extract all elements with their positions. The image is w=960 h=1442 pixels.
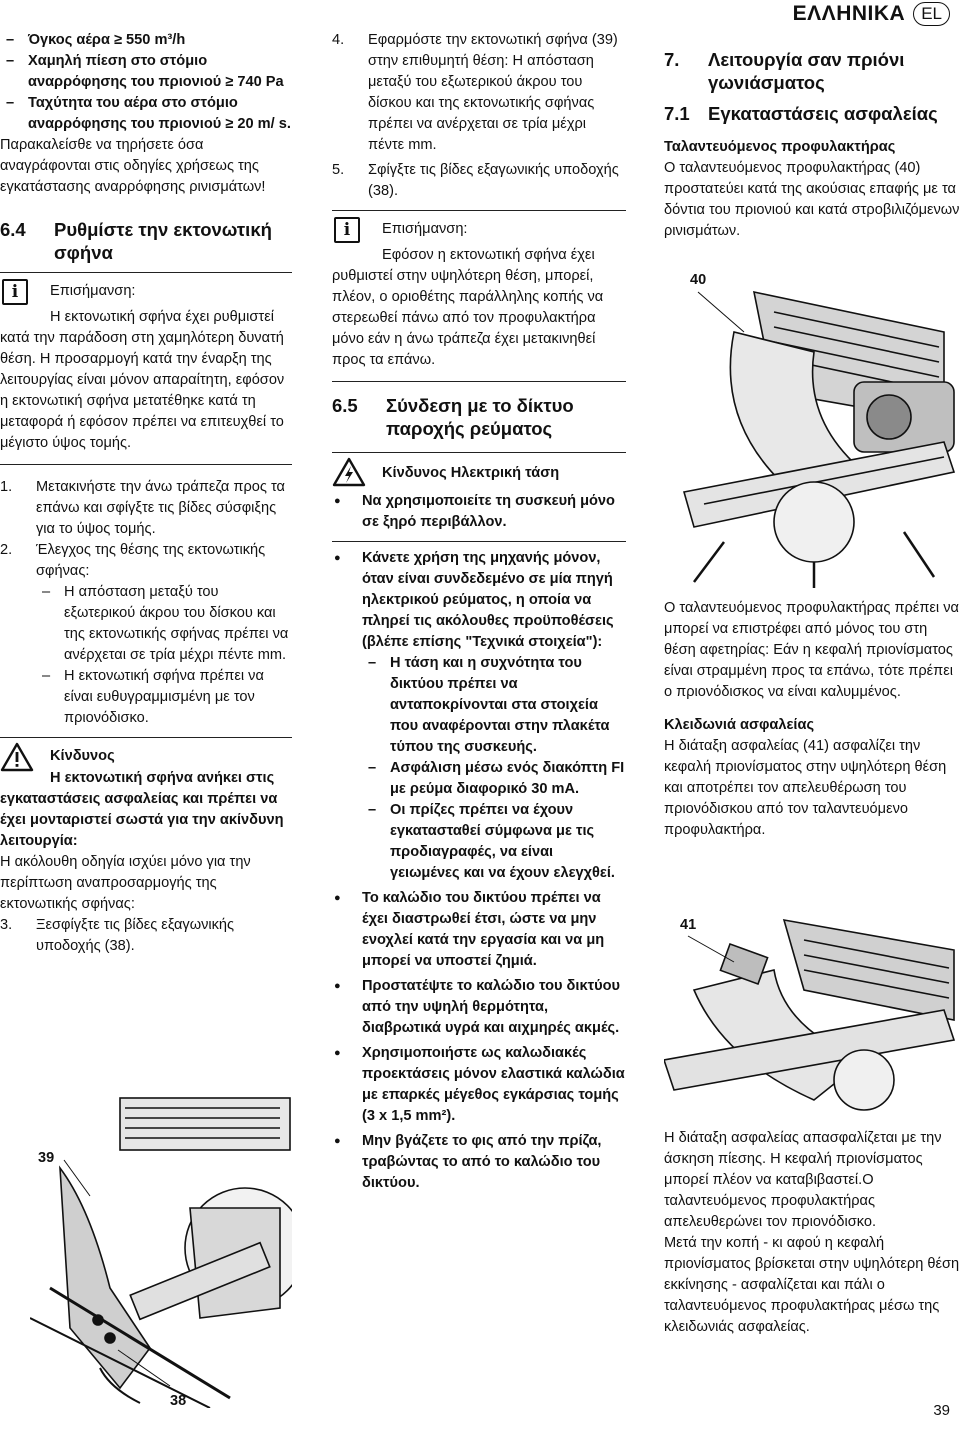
- riving-knife-figure: [30, 1088, 292, 1408]
- step-1: [0, 477, 292, 540]
- note-1-label: Επισήμανση:: [50, 283, 136, 299]
- lock-text-3: Μετά την κοπή - κι αφού η κεφαλή πριονίσματος βρίσκεται στην υψηλότερη θέση εκκίνησης - ασφαλίζεται και πάλι ο ταλαντευόμενος προφυλακτήρας μέσω της κλειδωνιάς ασφαλείας.: [664, 1235, 960, 1335]
- section-7-1-heading: [664, 102, 960, 125]
- step-2-sub-2: – Η εκτονωτική σφήνα πρέπει να είναι ευθυγραμμισμένη με τον πριονόδισκο.: [36, 666, 292, 729]
- step-text: Έλεγχος της θέσης της εκτονωτικής σφήνας:: [36, 542, 266, 579]
- note-2-label: Επισήμανση:: [382, 221, 468, 237]
- column-3: [664, 30, 960, 242]
- section-title: Σύνδεση με το δίκτυο παροχής ρεύματος: [386, 395, 574, 439]
- step-5: [332, 160, 626, 202]
- danger-label: Κίνδυνος: [50, 748, 115, 764]
- lock-text-2: Η διάταξη ασφαλείας απασφαλίζεται με την άσκηση πίεσης. Η κεφαλή πριονίσματος μπορεί πλέον να καταβιβαστεί.Ο ταλαντευόμενος προφυλακτήρας απελευθερώνει τον πριονόδισκο.: [664, 1130, 942, 1230]
- step-2-sub-1: – Η απόσταση μεταξύ του εξωτερικού άκρου του δίσκου και της εκτονωτικής σφήνας πρέπει να ανέρχεται σε τρία μέχρι πέντε mm.: [36, 582, 292, 666]
- guard-text: Ο ταλαντευόμενος προφυλακτήρας (40) προστατεύει κατά της ακούσιας επαφής με τα δόντια του πριονιού και κατά στροβιλιζόμενων ρινισμάτων.: [664, 160, 960, 239]
- step-text: Ξεσφίγξτε τις βίδες εξαγωνικής υποδοχής (38).: [36, 917, 235, 954]
- section-title: Εγκαταστάσεις ασφαλείας: [708, 103, 938, 124]
- voltage-warning-head: [332, 453, 626, 487]
- language-title: ΕΛΛΗΝΙΚΑ: [792, 2, 906, 25]
- section-number: 6.4: [0, 219, 26, 240]
- note-1-text: Η εκτονωτική σφήνα έχει ρυθμιστεί κατά την παράδοση στη χαμηλότερη δυνατή θέση. Η προσαρμογή κατά την έναρξη της λειτουργίας είναι μόνον απαραίτητη, εφόσον η εκτονωτική σφήνα μετατέθηκε κατά τη μεταφορά ή εφόσον πρέπει να επιτευχθεί το μέγιστο ύψος τομής.: [0, 309, 285, 451]
- figure-label-40: 40: [690, 272, 707, 288]
- section-7-heading: [664, 48, 960, 94]
- step-2: [0, 540, 292, 582]
- page-number: 39: [933, 1402, 950, 1419]
- safety-lock-figure: [664, 910, 960, 1120]
- step-number: 1.: [0, 479, 13, 495]
- step-number: 5.: [332, 162, 345, 178]
- bullet-extension-cables: ● Χρησιμοποιήστε ως καλωδιακές προεκτάσεις μόνον ελαστικά καλώδια με επαρκές μέγεθος εγκάρσιας τομής (3 x 1,5 mm²).: [332, 1043, 626, 1127]
- figure-label-38: 38: [170, 1393, 187, 1409]
- language-code-badge: EL: [913, 2, 950, 26]
- danger-text: Η εκτονωτική σφήνα ανήκει στις εγκαταστάσεις ασφαλείας και πρέπει να έχει μονταριστεί σωστά για την ακίνδυνη λειτουργία:: [0, 770, 284, 849]
- column-2: [332, 30, 626, 1194]
- lock-heading: Κλειδωνιά ασφαλείας: [664, 717, 815, 733]
- spec-air-speed: – Ταχύτητα του αέρα στο στόμιο αναρρόφησης του πριονιού ≥ 20 m/ s.: [0, 93, 292, 135]
- section-title: Ρυθμίστε την εκτονωτική σφήνα: [54, 219, 272, 263]
- intro-paragraph: Παρακαλείσθε να τηρήσετε όσα αναγράφονται στις οδηγίες χρήσεως της εγκατάστασης αναρρόφησης ρινισμάτων!: [0, 137, 266, 195]
- electric-voltage-icon: [332, 457, 366, 487]
- guard-heading: Ταλαντευόμενος προφυλακτήρας: [664, 139, 896, 155]
- note-2-head: [332, 211, 626, 245]
- section-6-5-heading: [332, 394, 626, 440]
- guard-text-2: Ο ταλαντευόμενος προφυλακτήρας πρέπει να μπορεί να επιστρέφει από μόνος του στη θέση αφετηρίας: Εάν η κεφαλή πριονίσματος είναι στραμμένη προς τα επάνω, τότε πρέπει ο πριονόδισκος να είναι καλυμμένος.: [664, 600, 959, 700]
- step-number: 2.: [0, 542, 13, 558]
- step-text: Σφίγξτε τις βίδες εξαγωνικής υποδοχής (38).: [368, 162, 619, 199]
- spec-air-volume: – Όγκος αέρα ≥ 550 m³/h: [0, 30, 292, 51]
- bullet-plug-removal: ● Μην βγάζετε το φις από την πρίζα, τραβώντας το από το καλώδιο του δικτύου.: [332, 1131, 626, 1194]
- sub-fi-switch: – Ασφάλιση μέσω ενός διακόπτη FI με ρεύμα διαφορικό 30 mA.: [362, 758, 626, 800]
- swing-guard-figure: [664, 272, 960, 590]
- figure-label-41: 41: [680, 917, 697, 933]
- section-6-4-heading: [0, 218, 292, 264]
- step-3: [0, 915, 292, 957]
- section-number: 7.: [664, 49, 680, 70]
- step-number: 3.: [0, 917, 13, 933]
- danger-head: [0, 738, 292, 768]
- sub-voltage-frequency: – Η τάση και η συχνότητα του δικτύου πρέπει να ανταποκρίνονται στα στοιχεία που αναφέρονται στην πλακέτα τύπου της συσκευής.: [362, 653, 626, 758]
- step-text: Μετακινήστε την άνω τράπεζα προς τα επάνω και σφίγξτε τις βίδες σύσφιξης για το ύψος τομής.: [36, 479, 285, 537]
- section-number: 6.5: [332, 395, 358, 416]
- warning-triangle-icon: [0, 742, 34, 772]
- lock-text: Η διάταξη ασφαλείας (41) ασφαλίζει την κεφαλή πριονίσματος στην υψηλότερη θέση και αποτρέπει τον απελευθέρωση του πριονόδισκου από τον ταλαντευόμενο προφυλακτήρα.: [664, 738, 947, 838]
- sub-sockets: – Οι πρίζες πρέπει να έχουν εγκατασταθεί σύμφωνα με τις προδιαγραφές, να είναι γειωμένες και να έχουν ελεγχθεί.: [362, 800, 626, 884]
- after-danger-text: Η ακόλουθη οδηγία ισχύει μόνο για την περίπτωση αναπροσαρμογής της εκτονωτικής σφήνας:: [0, 854, 251, 912]
- info-icon: i: [334, 217, 360, 243]
- note-2-text: Εφόσον η εκτονωτική σφήνα έχει ρυθμιστεί στην υψηλότερη θέση, μπορεί, πλέον, ο οριοθέτης παράλληλης κοπής να στερεωθεί πάνω από τον προφυλακτήρα μόνο εάν η άνω τράπεζα έχει μετακινηθεί προς τα επάνω.: [332, 247, 604, 368]
- column-1: [0, 30, 292, 957]
- section-title: Λειτουργία σαν πριόνι γωνιάσματος: [708, 49, 905, 93]
- bullet-power-source: ● Κάνετε χρήση της μηχανής μόνον, όταν είναι συνδεδεμένο σε μία πηγή ηλεκτρικού ρεύματος, η οποία να πληρεί τις ακόλουθες προϋποθέσεις (βλέπε επίσης "Τεχνικά στοιχεία"):: [332, 548, 626, 653]
- column-3-lower: [664, 598, 960, 841]
- bullet-cable-protection: ● Προστατέψτε το καλώδιο του δικτύου από την υψηλή θερμότητα, διαβρωτικά υγρά και αιχμηρές ακμές.: [332, 976, 626, 1039]
- step-4: [332, 30, 626, 156]
- figure-label-39: 39: [38, 1150, 55, 1166]
- bullet-cable-routing: ● Το καλώδιο του δικτύου πρέπει να έχει διαστρωθεί έτσι, ώστε να μην ενοχλεί κατά την εργασία και να μη μπορεί να υποστεί ζημιά.: [332, 888, 626, 972]
- step-number: 4.: [332, 32, 345, 48]
- voltage-warning-label: Κίνδυνος Ηλεκτρική τάση: [382, 465, 560, 481]
- info-icon: i: [2, 279, 28, 305]
- section-number: 7.1: [664, 103, 690, 124]
- spec-low-pressure: – Χαμηλή πίεση στο στόμιο αναρρόφησης του πριονιού ≥ 740 Pa: [0, 51, 292, 93]
- language-header: [793, 2, 950, 26]
- note-1-head: [0, 273, 292, 307]
- bullet-dry-environment: ● Να χρησιμοποιείτε τη συσκευή μόνο σε ξηρό περιβάλλον.: [332, 491, 626, 533]
- step-text: Εφαρμόστε την εκτονωτική σφήνα (39) στην επιθυμητή θέση: Η απόσταση μεταξύ του εξωτερικού άκρου του δίσκου και της εκτονωτικής σφήνας πρέπει να ανέρχεται σε τρία μέχρι πέντε mm.: [368, 32, 618, 153]
- column-3-bottom: [664, 1128, 960, 1338]
